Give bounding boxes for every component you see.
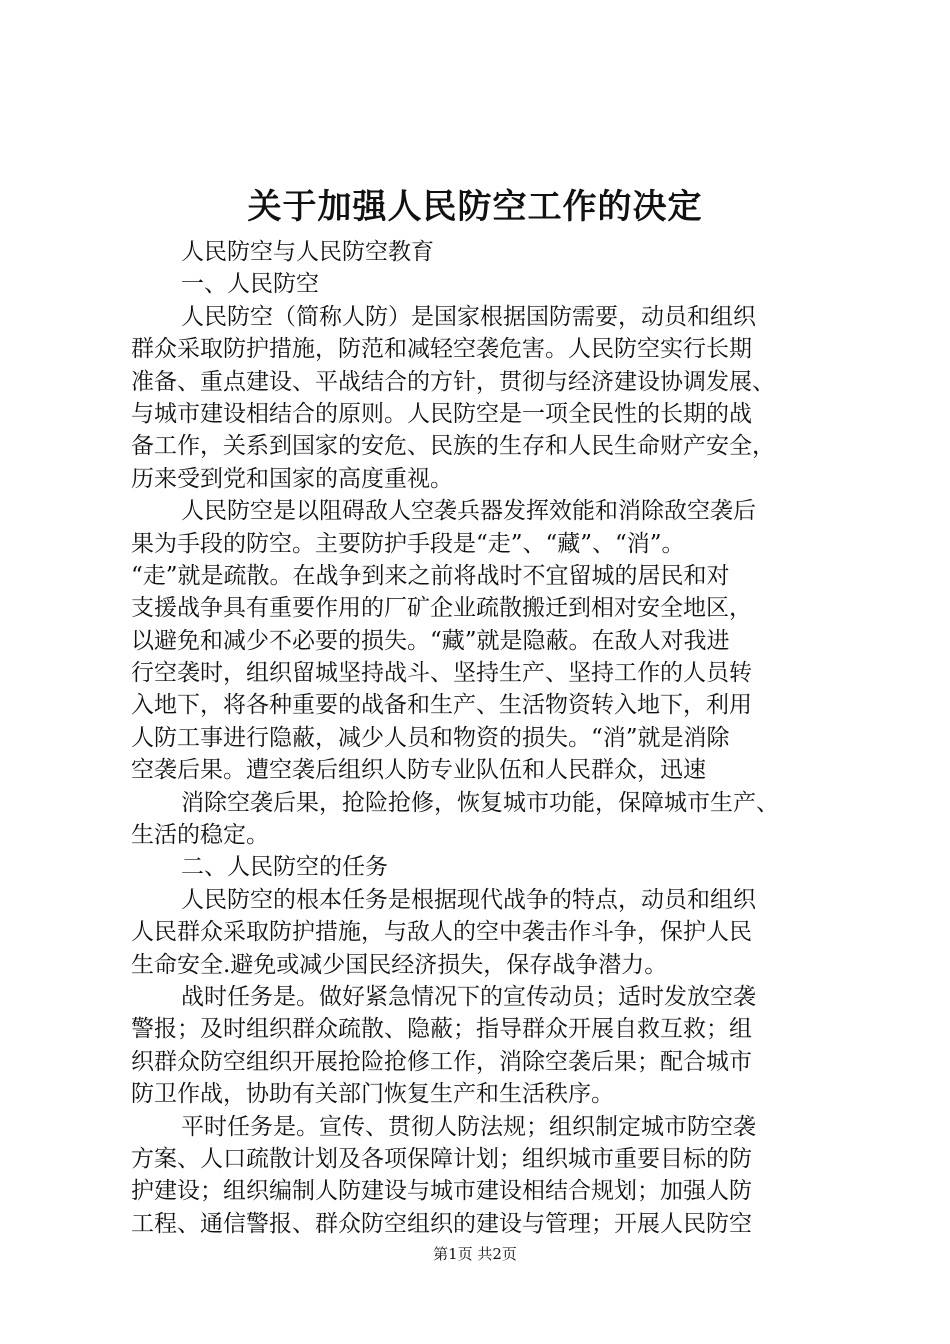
text-line: 入地下，将各种重要的战备和生产、生活物资转入地下，利用 xyxy=(131,692,752,719)
text-line: 一、人民防空 xyxy=(181,271,319,298)
text-line: 人民防空（简称人防）是国家根据国防需要，动员和组织 xyxy=(181,303,756,330)
text-line: 护建设；组织编制人防建设与城市建设相结合规划；加强人防 xyxy=(131,1178,752,1205)
document-title: 关于加强人民防空工作的决定 xyxy=(247,187,703,227)
text-line: 消除空袭后果，抢险抢修，恢复城市功能，保障城市生产、 xyxy=(181,789,779,816)
text-line: 生活的稳定。 xyxy=(131,822,269,849)
text-line: 工程、通信警报、群众防空组织的建设与管理；开展人民防空 xyxy=(131,1210,752,1237)
text-line: 人民防空的根本任务是根据现代战争的特点，动员和组织 xyxy=(181,886,756,913)
text-line: 群众采取防护措施，防范和减轻空袭危害。人民防空实行长期 xyxy=(131,336,752,363)
text-line: 平时任务是。宣传、贯彻人防法规；组织制定城市防空袭 xyxy=(181,1113,756,1140)
text-line: 方案、人口疏散计划及各项保障计划；组织城市重要目标的防 xyxy=(131,1145,752,1172)
text-line: 织群众防空组织开展抢险抢修工作，消除空袭后果；配合城市 xyxy=(131,1048,752,1075)
text-line: 人民防空与人民防空教育 xyxy=(181,239,434,265)
text-line: 防卫作战，协助有关部门恢复生产和生活秩序。 xyxy=(131,1081,614,1108)
text-line: 果为手段的防空。主要防护手段是“走”、“藏”、“消”。 xyxy=(131,530,685,557)
text-line: 战时任务是。做好紧急情况下的宣传动员；适时发放空袭 xyxy=(181,983,756,1010)
text-line: 准备、重点建设、平战结合的方针，贯彻与经济建设协调发展、 xyxy=(131,368,775,395)
text-line: 与城市建设相结合的原则。人民防空是一项全民性的长期的战 xyxy=(131,400,752,427)
page-footer: 第1页 共2页 xyxy=(433,1245,517,1263)
text-line: 行空袭时，组织留城坚持战斗、坚持生产、坚持工作的人员转 xyxy=(131,660,752,687)
text-line: 生命安全.避免或减少国民经济损失，保存战争潜力。 xyxy=(131,951,668,978)
text-line: 人民防空是以阻碍敌人空袭兵器发挥效能和消除敌空袭后 xyxy=(181,498,756,525)
text-line: 备工作，关系到国家的安危、民族的生存和人民生命财产安全， xyxy=(131,433,775,460)
text-line: 二、人民防空的任务 xyxy=(181,854,388,881)
text-line: 历来受到党和国家的高度重视。 xyxy=(131,465,453,492)
text-line: 以避免和减少不必要的损失。“藏”就是隐蔽。在敌人对我进 xyxy=(131,627,730,654)
document-body xyxy=(131,236,831,1240)
text-line: 警报；及时组织群众疏散、隐蔽；指导群众开展自救互救；组 xyxy=(131,1016,752,1043)
text-line: 人防工事进行隐蔽，减少人员和物资的损失。“消”就是消除 xyxy=(131,724,730,751)
text-line: 空袭后果。遭空袭后组织人防专业队伍和人民群众，迅速 xyxy=(131,757,706,784)
text-line: “走”就是疏散。在战争到来之前将战时不宜留城的居民和对 xyxy=(131,562,730,589)
text-line: 人民群众采取防护措施，与敌人的空中袭击作斗争，保护人民 xyxy=(131,919,752,946)
text-line: 支援战争具有重要作用的厂矿企业疏散搬迁到相对安全地区， xyxy=(131,595,752,622)
